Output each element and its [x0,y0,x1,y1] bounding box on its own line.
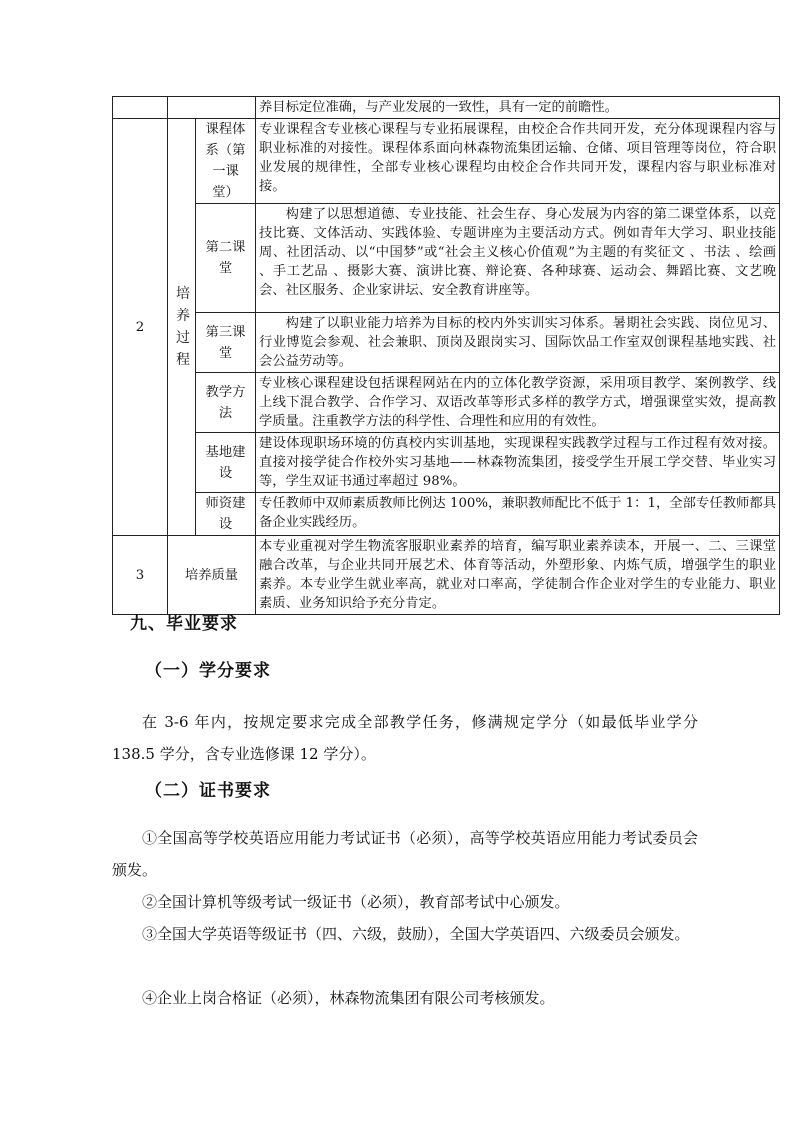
table-row [113,493,780,536]
table-row [113,97,780,119]
sub-item-label: 基地建设 [196,433,256,493]
sub-item-content: 建设体现职场环境的仿真校内实训基地，实现课程实践教学过程与工作过程有效对接。直接对接学徒合作校外实习基地——林森物流集团，接受学生开展工学交替、毕业实习等，学生双证书通过率超过 98%。 [256,433,780,493]
certificate-item: ①全国高等学校英语应用能力考试证书（必须），高等学校英语应用能力考试委员会颁发。 [112,829,698,879]
table-row [113,313,780,373]
table-cell-content: 养目标定位准确，与产业发展的一致性，具有一定的前瞻性。 [256,97,780,119]
sub-item-label: 课程体系（第一课堂） [196,119,256,204]
table-row [113,433,780,493]
certificate-item: ②全国计算机等级考试一级证书（必须），教育部考试中心颁发。 [142,893,570,911]
sub-item-content: 专任教师中双师素质教师比例达 100%，兼职教师配比不低于 1：1，全部专任教师都具备企业实践经历。 [256,493,780,536]
sub-item-label: 第三课堂 [196,313,256,373]
sub-item-content: 专业课程含专业核心课程与专业拓展课程，由校企合作共同开发，充分体现课程内容与职业标准的对接性。课程体系面向林森物流集团运输、仓储、项目管理等岗位，符合职业发展的规律性，全部专业核心课程均由校企合作共同开发，课程内容与职业标准对接。 [256,119,780,204]
section-heading: 九、毕业要求 [130,614,238,634]
table-row [113,536,780,615]
table-cell [168,97,256,119]
sub-item-label: 师资建设 [196,493,256,536]
sub-item-content: 专业核心课程建设包括课程网站在内的立体化教学资源，采用项目教学、案例教学、线上线下混合教学、合作学习、双语改革等形式多样的教学方式，增强课堂实效，提高教学质量。注重教学方法的科学性、合理性和应用的有效性。 [256,373,780,433]
table-cell [113,97,168,119]
row-content: 本专业重视对学生物流客服职业素养的培育，编写职业素养读本，开展一、二、三课堂融合改革，与企业共同开展艺术、体育等活动，外塑形象、内炼气质，增强学生的职业素养。本专业学生就业率高，就业对口率高，学徒制合作企业对学生的专业能力、职业素质、业务知识给予充分肯定。 [256,536,780,615]
certificate-item: ④企业上岗合格证（必须），林森物流集团有限公司考核颁发。 [142,989,555,1007]
certificate-item: ③全国大学英语等级证书（四、六级，鼓励），全国大学英语四、六级委员会颁发。 [142,925,690,943]
row-category: 培养质量 [168,536,256,615]
table-row [113,119,780,204]
sub-item-content: 构建了以职业能力培养为目标的校内外实训实习体系。暑期社会实践、岗位见习、行业博览会参观、社会兼职、顶岗及跟岗实习、国际饮品工作室双创课程基地实践、社会公益劳动等。 [256,313,780,373]
sub-item-content: 构建了以思想道德、专业技能、社会生存、身心发展为内容的第二课堂体系，以竞技比赛、文体活动、实践体验、专题讲座为主要活动方式。例如青年大学习、职业技能周、社团活动、以“中国梦”或“社会主义核心价值观”为主题的有奖征文 、书法 、绘画 、手工艺品 、摄影大赛、演讲比赛、辩论赛、各种球赛、运动会、舞蹈比赛、文艺晚会、社区服务、企业家讲坛、安全教育讲座等。 [256,204,780,313]
row-number: 3 [113,536,168,615]
sub-item-label: 第二课堂 [196,204,256,313]
credit-heading: （一）学分要求 [145,661,271,681]
row-number: 2 [113,119,168,536]
table-row [113,204,780,313]
training-table [112,96,780,615]
table-row [113,373,780,433]
credit-paragraph: 在 3-6 年内，按规定要求完成全部教学任务，修满规定学分（如最低毕业学分 138.5 学分，含专业选修课 12 学分）。 [112,713,698,763]
certificate-heading: （二）证书要求 [145,781,271,801]
sub-item-label: 教学方法 [196,373,256,433]
row-category: 培养过程 [168,119,196,536]
